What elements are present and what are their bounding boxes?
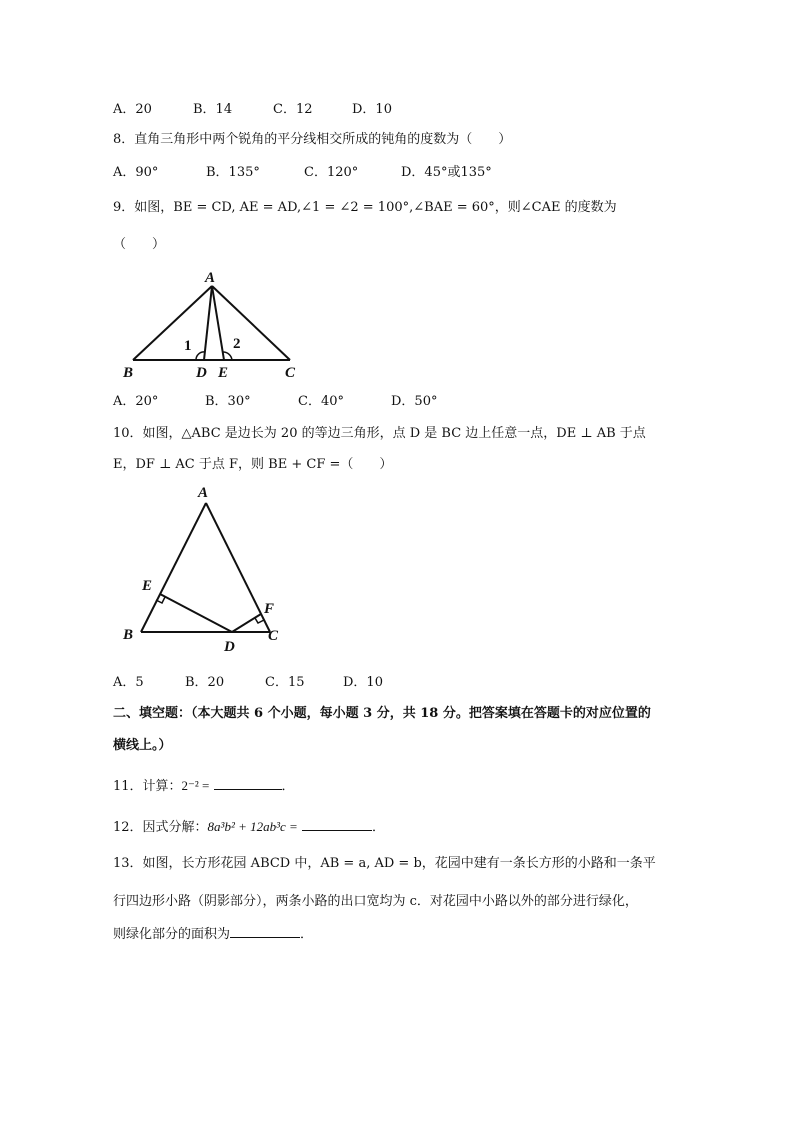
q12-prefix: 12．因式分解： [113,820,208,835]
q10-label-f: F [264,601,275,617]
q10-label-d: D [224,639,235,655]
q7-option-b: B．14 [193,102,233,117]
q10-segment-df [232,614,261,632]
q7-option-d: D．10 [352,102,392,117]
q13-question-line1: 13．如图，长方形花园 ABCD 中，AB = a, AD = b，花园中建有一条长方形的小路和一条平 [113,856,656,871]
q11-prefix: 11．计算： [113,779,182,794]
q9-segment-ae [212,286,224,360]
q13-question-line3 [113,923,313,944]
q8-question: 8．直角三角形中两个锐角的平分线相交所成的钝角的度数为（ ） [113,132,512,147]
q10-triangle-figure [118,483,288,655]
q9-angle-2-label: 2 [233,336,241,352]
q10-segment-de [160,594,232,632]
q9-label-a: A [205,270,216,286]
q10-label-c: C [268,628,279,644]
q9-options [113,393,437,411]
q13-line3-suffix: ． [300,927,314,942]
q10-label-e: E [142,578,153,594]
q9-segment-ab [133,286,212,360]
q10-option-a: A．5 [113,675,144,690]
q9-triangle-figure [120,266,310,382]
q10-question-line1: 10．如图，△ABC 是边长为 20 的等边三角形，点 D 是 BC 边上任意一点，DE ⊥ AB 于点 [113,426,646,441]
q9-option-a: A．20° [113,394,159,409]
q10-option-d: D．10 [343,675,383,690]
q9-label-b: B [123,365,134,381]
q9-option-c: C．40° [298,394,344,409]
q9-option-d: D．50° [391,394,438,409]
q12-suffix: ． [371,820,385,835]
q7-options [113,101,392,119]
q9-label-c: C [285,365,296,381]
q9-label-e: E [218,365,229,381]
q10-options [113,674,383,692]
q12-expression: 8a³b² + 12ab³c = [207,819,298,834]
q9-segment-ad [204,286,212,360]
q8-option-b: B．135° [206,165,260,180]
q9-label-d: D [196,365,207,381]
q13-answer-blank[interactable] [230,923,300,938]
q8-option-d: D．45°或135° [401,165,492,180]
q7-option-c: C．12 [273,102,313,117]
q8-option-a: A．90° [113,165,159,180]
section2-heading-line1: 二、填空题：（本大题共 6 个小题，每小题 3 分，共 18 分。把答案填在答题卡的对应位置的 [113,706,651,721]
q9-option-b: B．30° [205,394,251,409]
q9-angle-1-label: 1 [184,338,192,354]
q9-segment-ac [212,286,290,360]
q12-answer-blank[interactable] [302,816,372,831]
section2-heading-line2: 横线上。） [113,738,172,753]
q10-label-a: A [198,485,209,501]
q9-question: 9．如图，BE = CD, AE = AD,∠1 = ∠2 = 100°,∠BAE = 60°，则∠CAE 的度数为 [113,200,617,215]
q9-answer-paren: （ ） [113,237,166,252]
q10-question-line2: E，DF ⊥ AC 于点 F，则 BE + CF =（ ） [113,457,393,472]
q11-suffix: ． [281,779,295,794]
q10-option-b: B．20 [185,675,225,690]
q11-answer-blank[interactable] [214,775,282,790]
q11-expression: 2⁻² = [181,778,210,793]
q8-options [113,164,492,182]
q10-option-c: C．15 [265,675,305,690]
q10-segment-ac [206,503,270,632]
q8-option-c: C．120° [304,165,359,180]
q11-question [113,775,295,796]
q7-option-a: A．20 [113,102,152,117]
q13-question-line2: 行四边形小路（阴影部分），两条小路的出口宽均为 c．对花园中小路以外的部分进行绿化， [113,894,638,909]
q13-line3-prefix: 则绿化部分的面积为 [113,927,231,942]
q10-label-b: B [123,627,134,643]
q12-question [113,816,385,837]
